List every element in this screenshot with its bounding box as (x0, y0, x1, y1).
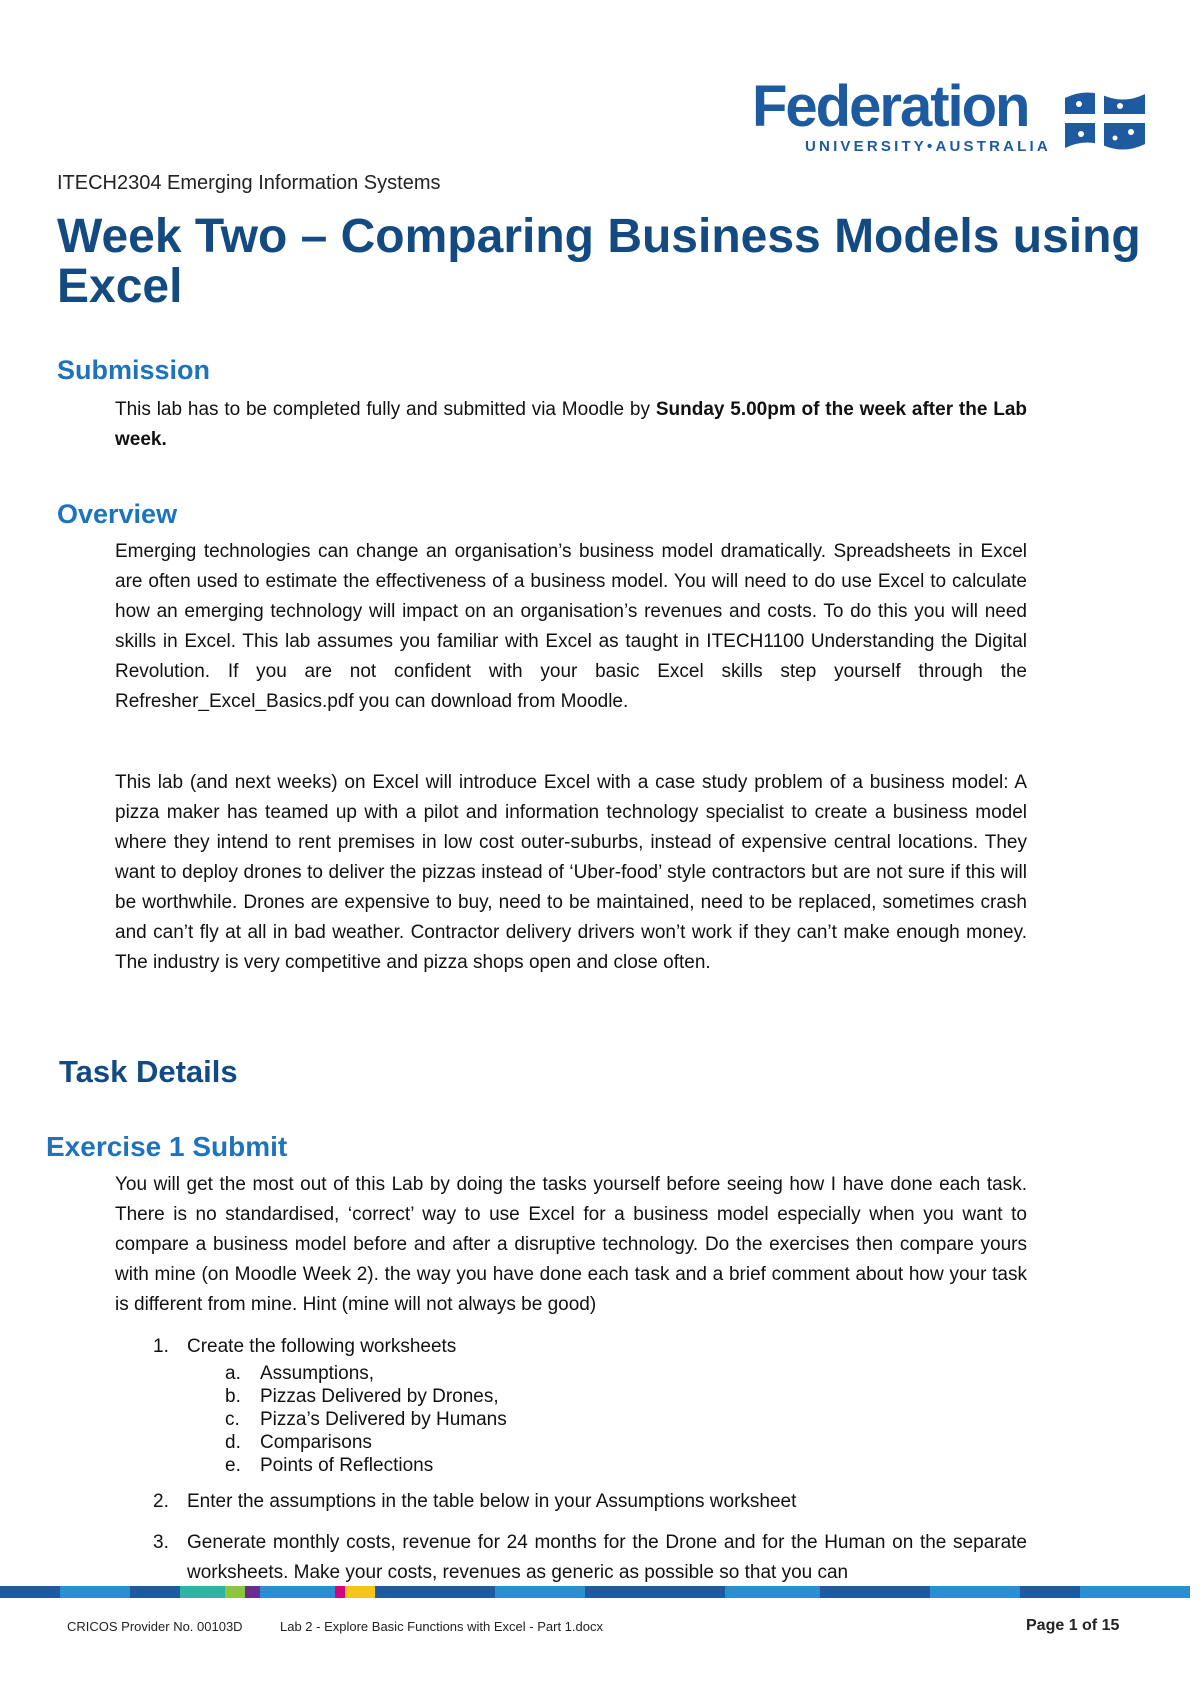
document-title: Week Two – Comparing Business Models using Excel (57, 210, 1141, 313)
exercise-1-heading: Exercise 1 Submit (46, 1131, 288, 1162)
overview-heading: Overview (57, 499, 178, 529)
overview-paragraph-2: This lab (and next weeks) on Excel will introduce Excel with a case study problem of a business model: A pizza maker has teamed up with a pilot and information technology specialist to create a business model where they intend to rent premises in low cost outer-suburbs, instead of expensive central locations. They want to deploy drones to deliver the pizzas instead of ‘Uber-food’ style contractors but are not sure if this will be worthwhile. Drones are expensive to buy, need to be maintained, need to be replaced, sometimes crash and can’t fly at all in bad weather. Contractor delivery drivers won’t work if they can’t make enough money. The industry is very competitive and pizza shops open and close often. (115, 772, 1027, 973)
logo-subtitle: UNIVERSITY•AUSTRALIA (805, 138, 1051, 155)
university-logo (752, 74, 1145, 160)
footer-cricos: CRICOS Provider No. 00103D (67, 1619, 243, 1634)
federation-flag-icon (1065, 88, 1145, 156)
footer-page-number: Page 1 of 15 (1026, 1617, 1120, 1634)
task-details-heading: Task Details (59, 1054, 238, 1089)
course-name: ITECH2304 Emerging Information Systems (57, 172, 441, 194)
logo-wordmark: Federation (752, 74, 1029, 139)
footer-filename: Lab 2 - Explore Basic Functions with Excel - Part 1.docx (280, 1619, 603, 1634)
footer-color-bar (0, 1586, 1200, 1598)
submission-text: This lab has to be completed fully and submitted via Moodle by Sunday 5.00pm of the week after the Lab week. (115, 399, 1027, 450)
submission-deadline: Sunday 5.00pm of the week after the Lab week. (115, 399, 1027, 450)
submission-heading: Submission (57, 355, 211, 385)
exercise-1-intro: You will get the most out of this Lab by doing the tasks yourself before seeing how I have done each task. There is no standardised, ‘correct’ way to use Excel for a business model especially when you want to compare a business model before and after a disruptive technology. Do the exercises then compare yours with mine (on Moodle Week 2). the way you have done each task and a brief comment about how your task is different from mine. Hint (mine will not always be good) (115, 1174, 1027, 1315)
overview-paragraph-1: Emerging technologies can change an organisation’s business model dramatically. Spreadsheets in Excel are often used to estimate the effectiveness of a business model. You will need to do use Excel to calculate how an emerging technology will impact on an organisation’s revenues and costs. To do this you will need skills in Excel. This lab assumes you familiar with Excel as taught in ITECH1100 Understanding the Digital Revolution. If you are not confident with your basic Excel skills step yourself through the Refresher_Excel_Basics.pdf you can download from Moodle. (115, 541, 1027, 712)
